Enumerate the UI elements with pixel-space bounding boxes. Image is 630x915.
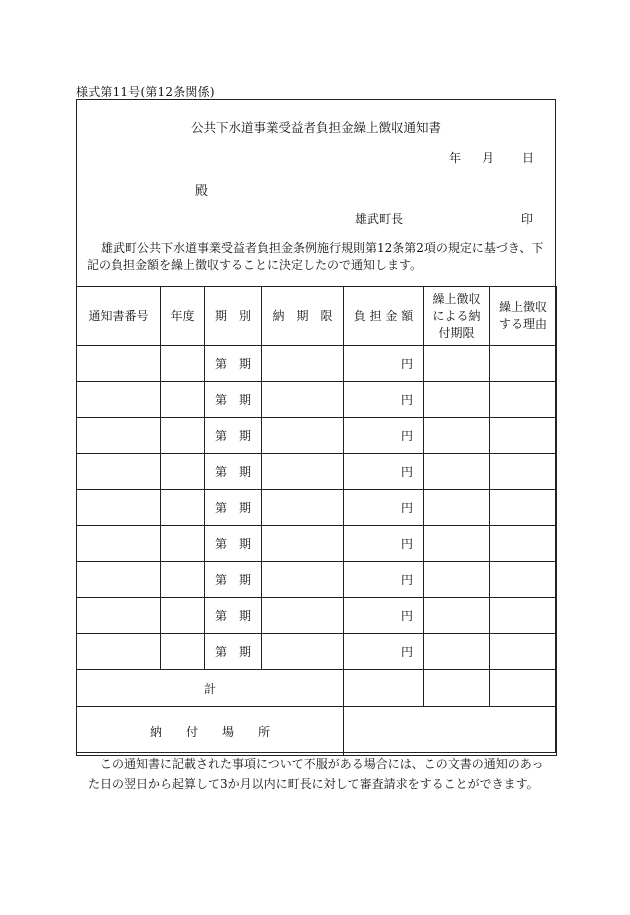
cell-early-due-date	[424, 562, 490, 598]
table-row	[77, 346, 557, 382]
date-year-label: 年	[449, 151, 462, 165]
cell-due-date	[262, 418, 344, 454]
cell-fiscal-year	[161, 562, 205, 598]
cell-due-date	[262, 598, 344, 634]
cell-due-date	[262, 490, 344, 526]
header-early-reason: 繰上徴収する理由	[490, 287, 557, 346]
cell-early-due-date	[424, 490, 490, 526]
cell-early-reason	[490, 634, 557, 670]
cell-amount: 円	[344, 562, 424, 598]
cell-period: 第 期	[205, 526, 262, 562]
form-number-label: 様式第11号(第12条関係)	[76, 85, 215, 99]
header-early-due-date: 繰上徴収による納付期限	[424, 287, 490, 346]
cell-early-due-date	[424, 382, 490, 418]
cell-early-due-date	[424, 634, 490, 670]
notice-frame	[76, 99, 556, 753]
table-row	[77, 454, 557, 490]
cell-fiscal-year	[161, 454, 205, 490]
payment-place-row	[77, 707, 557, 756]
cell-early-reason	[490, 562, 557, 598]
table-row	[77, 562, 557, 598]
table-row	[77, 634, 557, 670]
notice-body-text: 雄武町公共下水道事業受益者負担金条例施行規則第12条第2項の規定に基づき、下記の負担金額を繰上徴収することに決定したので通知します。	[87, 241, 544, 272]
total-reason-cell	[490, 670, 557, 707]
date-month-label: 月	[482, 151, 495, 165]
cell-period: 第 期	[205, 490, 262, 526]
cell-notice-number	[77, 526, 161, 562]
payment-place-label: 納 付 場 所	[77, 707, 344, 756]
header-amount: 負 担 金 額	[344, 287, 424, 346]
cell-period: 第 期	[205, 454, 262, 490]
table-row	[77, 382, 557, 418]
header-due-date: 納 期 限	[262, 287, 344, 346]
cell-due-date	[262, 454, 344, 490]
appeal-notice-text: この通知書に記載された事項について不服がある場合には、この文書の通知のあった日の翌日から起算して3か月以内に町長に対して審査請求をすることができます。	[88, 757, 544, 791]
total-row	[77, 670, 557, 707]
cell-early-due-date	[424, 346, 490, 382]
addressee-suffix: 殿	[195, 184, 209, 199]
cell-due-date	[262, 346, 344, 382]
cell-early-reason	[490, 526, 557, 562]
cell-notice-number	[77, 562, 161, 598]
cell-period: 第 期	[205, 382, 262, 418]
cell-early-due-date	[424, 418, 490, 454]
cell-notice-number	[77, 346, 161, 382]
cell-period: 第 期	[205, 418, 262, 454]
cell-early-due-date	[424, 454, 490, 490]
seal-mark: 印	[521, 212, 534, 226]
cell-notice-number	[77, 490, 161, 526]
cell-notice-number	[77, 418, 161, 454]
cell-amount: 円	[344, 598, 424, 634]
collection-table	[76, 286, 557, 756]
cell-fiscal-year	[161, 598, 205, 634]
cell-fiscal-year	[161, 346, 205, 382]
cell-due-date	[262, 382, 344, 418]
date-day-label: 日	[522, 151, 535, 165]
cell-early-reason	[490, 490, 557, 526]
cell-early-reason	[490, 382, 557, 418]
header-fiscal-year: 年度	[161, 287, 205, 346]
table-row	[77, 418, 557, 454]
total-amount-cell	[344, 670, 424, 707]
cell-period: 第 期	[205, 346, 262, 382]
cell-amount: 円	[344, 634, 424, 670]
cell-due-date	[262, 634, 344, 670]
cell-due-date	[262, 526, 344, 562]
total-early-due-cell	[424, 670, 490, 707]
cell-notice-number	[77, 382, 161, 418]
cell-notice-number	[77, 598, 161, 634]
cell-early-reason	[490, 454, 557, 490]
cell-period: 第 期	[205, 562, 262, 598]
cell-early-due-date	[424, 526, 490, 562]
table-row	[77, 490, 557, 526]
cell-amount: 円	[344, 454, 424, 490]
cell-fiscal-year	[161, 490, 205, 526]
cell-early-reason	[490, 598, 557, 634]
cell-fiscal-year	[161, 634, 205, 670]
cell-amount: 円	[344, 526, 424, 562]
table-row	[77, 526, 557, 562]
document-title: 公共下水道事業受益者負担金繰上徴収通知書	[190, 120, 441, 135]
cell-fiscal-year	[161, 382, 205, 418]
cell-amount: 円	[344, 418, 424, 454]
cell-fiscal-year	[161, 418, 205, 454]
cell-notice-number	[77, 634, 161, 670]
cell-period: 第 期	[205, 598, 262, 634]
header-period: 期 別	[205, 287, 262, 346]
cell-early-reason	[490, 346, 557, 382]
cell-amount: 円	[344, 346, 424, 382]
table-row	[77, 598, 557, 634]
cell-amount: 円	[344, 490, 424, 526]
cell-early-reason	[490, 418, 557, 454]
cell-amount: 円	[344, 382, 424, 418]
issuer-name: 雄武町長	[355, 212, 404, 226]
header-notice-number: 通知書番号	[77, 287, 161, 346]
total-label: 計	[77, 670, 344, 707]
payment-place-value	[344, 707, 557, 756]
table-header-row	[77, 287, 557, 346]
cell-notice-number	[77, 454, 161, 490]
cell-due-date	[262, 562, 344, 598]
cell-early-due-date	[424, 598, 490, 634]
cell-period: 第 期	[205, 634, 262, 670]
cell-fiscal-year	[161, 526, 205, 562]
